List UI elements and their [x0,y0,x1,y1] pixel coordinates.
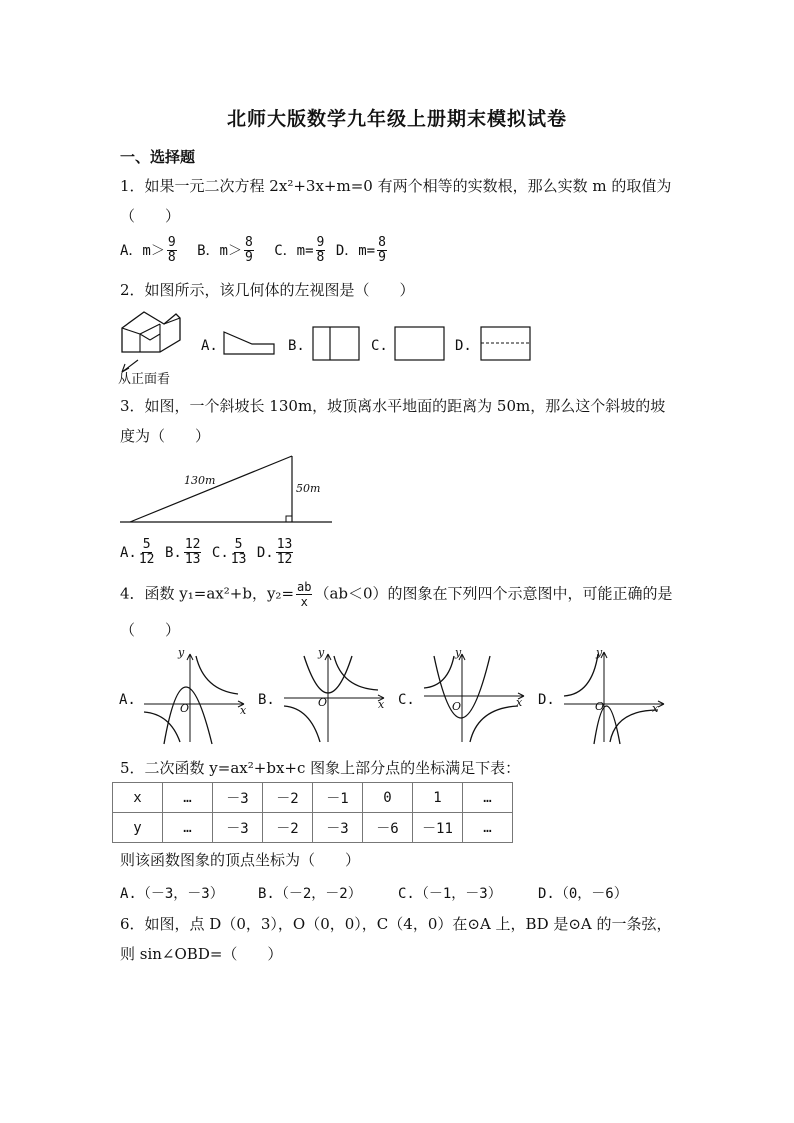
table-cell: －6 [363,813,413,843]
q5-option-c[interactable]: C.（－1，－3） [398,886,502,902]
q4-d-axis-x: x [652,702,659,715]
q1-option-b[interactable]: B．m＞ $\frac{8}{9}$ [197,235,253,265]
q4-graph-a[interactable] [140,650,250,746]
q5-option-a[interactable]: A.（－3，－3） [120,886,224,902]
q4-option-d-label[interactable]: D. [538,692,555,708]
table-cell: －3 [213,813,263,843]
q4-a-axis-x: x [240,704,247,717]
q5-table-row-y [113,813,513,843]
q3-line1: 3．如图，一个斜坡长 130m，坡顶离水平地面的距离为 50m，那么这个斜坡的坡 [120,397,666,415]
table-cell: －2 [263,783,313,813]
table-cell: x [113,783,163,813]
q2-option-d-label[interactable]: D. [455,338,472,354]
table-cell: … [163,813,213,843]
q3-option-a[interactable]: A. $\frac{5}{12}$ [120,537,155,567]
q3-option-c[interactable]: C. $\frac{5}{13}$ [211,537,247,567]
q3-slope-label: 130m [184,474,216,487]
q3-option-d[interactable]: D. $\frac{13}{12}$ [256,537,293,567]
q4-b-axis-x: x [378,698,385,711]
table-cell: y [113,813,163,843]
q2-option-c-label[interactable]: C. [371,338,388,354]
table-cell: 1 [413,783,463,813]
q3-line2: 度为（ ） [120,427,211,445]
q4-b-axis-y: y [318,646,325,659]
q5-text: 5．二次函数 y=ax²+bx+c 图象上部分点的坐标满足下表： [120,759,521,777]
table-cell: －3 [313,813,363,843]
q4-a-origin: O [180,702,190,715]
q4-c-axis-y: y [455,646,462,659]
q4-d-origin: O [595,700,605,713]
section-heading: 一、选择题 [120,148,196,166]
q1-option-a[interactable]: A．m＞ $\frac{9}{8}$ [120,235,176,265]
q5-table [112,782,513,843]
q6-line1: 6．如图，点 D（0，3），O（0，0），C（4，0）在⊙A 上，BD 是⊙A 的一条弦， [120,915,672,933]
q5-option-b[interactable]: B.（－2，－2） [258,886,362,902]
q4-b-origin: O [318,696,328,709]
q2-text: 2．如图所示，该几何体的左视图是（ ） [120,281,415,299]
q1-options [120,236,389,265]
q2-option-a-label[interactable]: A. [201,338,218,354]
q5-question: 则该函数图象的顶点坐标为（ ） [120,851,361,869]
q3-option-b[interactable]: B. $\frac{12}{13}$ [164,537,201,567]
q4-graph-b[interactable] [280,650,390,746]
q6-line2: 则 sin∠OBD=（ ） [120,945,283,963]
page-title: 北师大版数学九年级上册期末模拟试卷 [226,108,567,130]
table-cell: … [463,813,513,843]
q1-option-d[interactable]: D．m= $\frac{8}{9}$ [335,235,386,265]
table-cell: －3 [213,783,263,813]
q3-options [120,538,295,567]
q4-d-axis-y: y [596,646,603,659]
table-cell: －11 [413,813,463,843]
table-cell: －1 [313,783,363,813]
q2-view-label: 从正面看 [118,372,171,387]
q4-line2: （ ） [120,621,181,639]
q2-solid-figure [116,306,188,376]
q2-option-a-shape[interactable] [222,330,278,356]
table-cell: －2 [263,813,313,843]
q5-option-d[interactable]: D.（0，－6） [538,886,628,902]
q2-option-c-shape[interactable] [394,326,446,362]
q2-option-b-shape[interactable] [312,326,362,362]
table-cell: 0 [363,783,413,813]
q4-option-c-label[interactable]: C. [398,692,415,708]
q2-option-d-shape[interactable] [480,326,532,362]
q4-graph-c[interactable] [420,650,530,746]
q4-option-a-label[interactable]: A. [119,692,136,708]
q4-option-b-label[interactable]: B. [258,692,275,708]
q4-c-axis-x: x [516,696,523,709]
q1-line1: 1．如果一元二次方程 2x²+3x+m=0 有两个相等的实数根，那么实数 m 的取值为 [120,177,672,195]
table-cell: … [463,783,513,813]
q1-line2: （ ） [120,207,181,225]
q5-table-row-x [113,783,513,813]
q2-option-b-label[interactable]: B. [288,338,305,354]
q4-c-origin: O [452,700,462,713]
q4-graph-d[interactable] [560,648,670,746]
q3-height-label: 50m [296,482,321,495]
q1-option-c[interactable]: C．m= $\frac{9}{8}$ [274,235,325,265]
q4-a-axis-y: y [178,646,185,659]
table-cell: … [163,783,213,813]
q4-line1: 4．函数 y₁=ax²+b，y₂= $\frac{ab}{x}$ （ab＜0）的图象在下列四个示意图中，可能正确的是 [120,580,673,609]
